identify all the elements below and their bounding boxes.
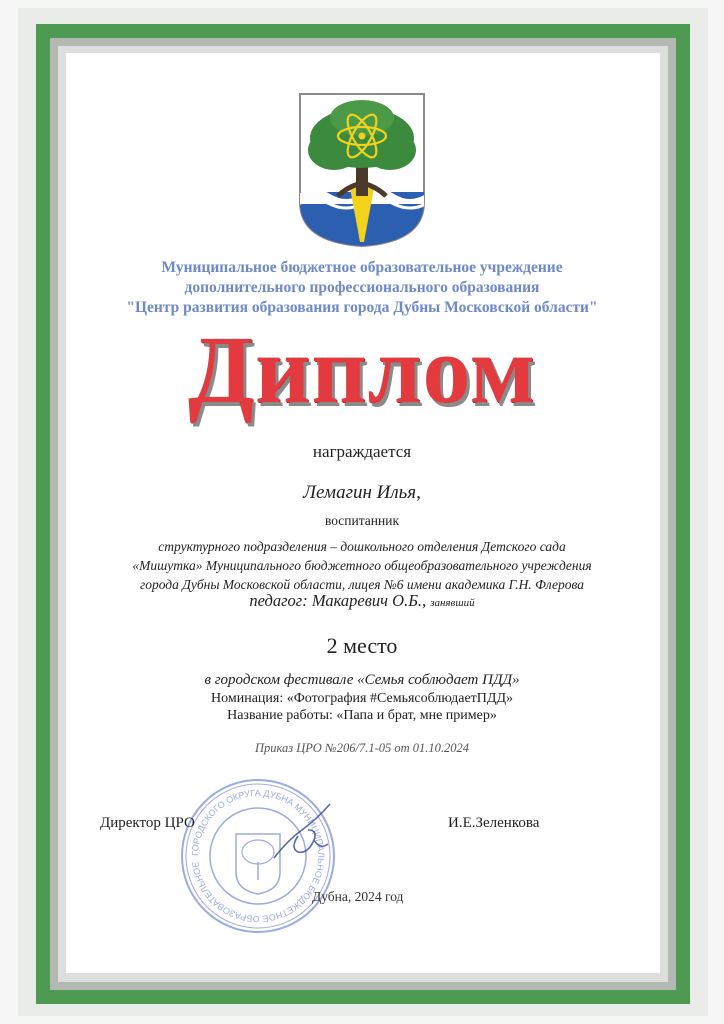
division-line-1: структурного подразделения – дошкольного отделения Детского сада	[158, 539, 566, 554]
teacher-line	[0, 591, 724, 611]
division-line-3: города Дубны Московской области, лицея №6 имени академика Г.Н. Флерова	[139, 577, 585, 592]
organization-line-2: дополнительного профессионального образования	[184, 279, 540, 296]
division-block	[0, 537, 724, 594]
city-year: Дубна, 2024 год	[312, 889, 404, 904]
organization-header	[0, 258, 724, 318]
awarded-label: награждается	[312, 442, 412, 461]
division-line-2: «Мишутка» Муниципального бюджетного общеобразовательного учреждения	[132, 558, 592, 573]
director-name: И.Е.Зеленкова	[448, 815, 540, 831]
place-awarded: 2 место	[326, 633, 398, 658]
teacher-label: педагог: Макаревич О.Б.,	[249, 591, 427, 610]
nomination: Номинация: «Фотография #СемьясоблюдаетПДД»	[211, 691, 513, 706]
recipient-name: Лемагин Илья,	[303, 482, 421, 503]
director-position: Директор ЦРО	[100, 815, 195, 831]
coat-of-arms-icon	[298, 92, 426, 248]
order-reference: Приказ ЦРО №206/7.1-05 от 01.10.2024	[254, 741, 470, 755]
organization-line-3: "Центр развития образования города Дубны Московской области"	[126, 299, 598, 316]
festival-name: в городском фестивале «Семья соблюдает ПДД»	[204, 672, 520, 688]
organization-line-1: Муниципальное бюджетное образовательное учреждение	[161, 259, 563, 276]
diploma-title: Диплом	[187, 316, 537, 423]
work-title: Название работы: «Папа и брат, мне пример»	[227, 708, 497, 723]
stamp-text: ГОРОДСКОГО ОКРУГА ДУБНА МУНИЦИПАЛЬНОЕ БЮДЖЕТНОЕ ОБРАЗОВАТЕЛЬНОЕ	[189, 787, 327, 925]
handwritten-signature-icon	[268, 800, 336, 870]
recipient-role: воспитанник	[324, 513, 400, 528]
teacher-suffix: занявший	[430, 597, 475, 609]
